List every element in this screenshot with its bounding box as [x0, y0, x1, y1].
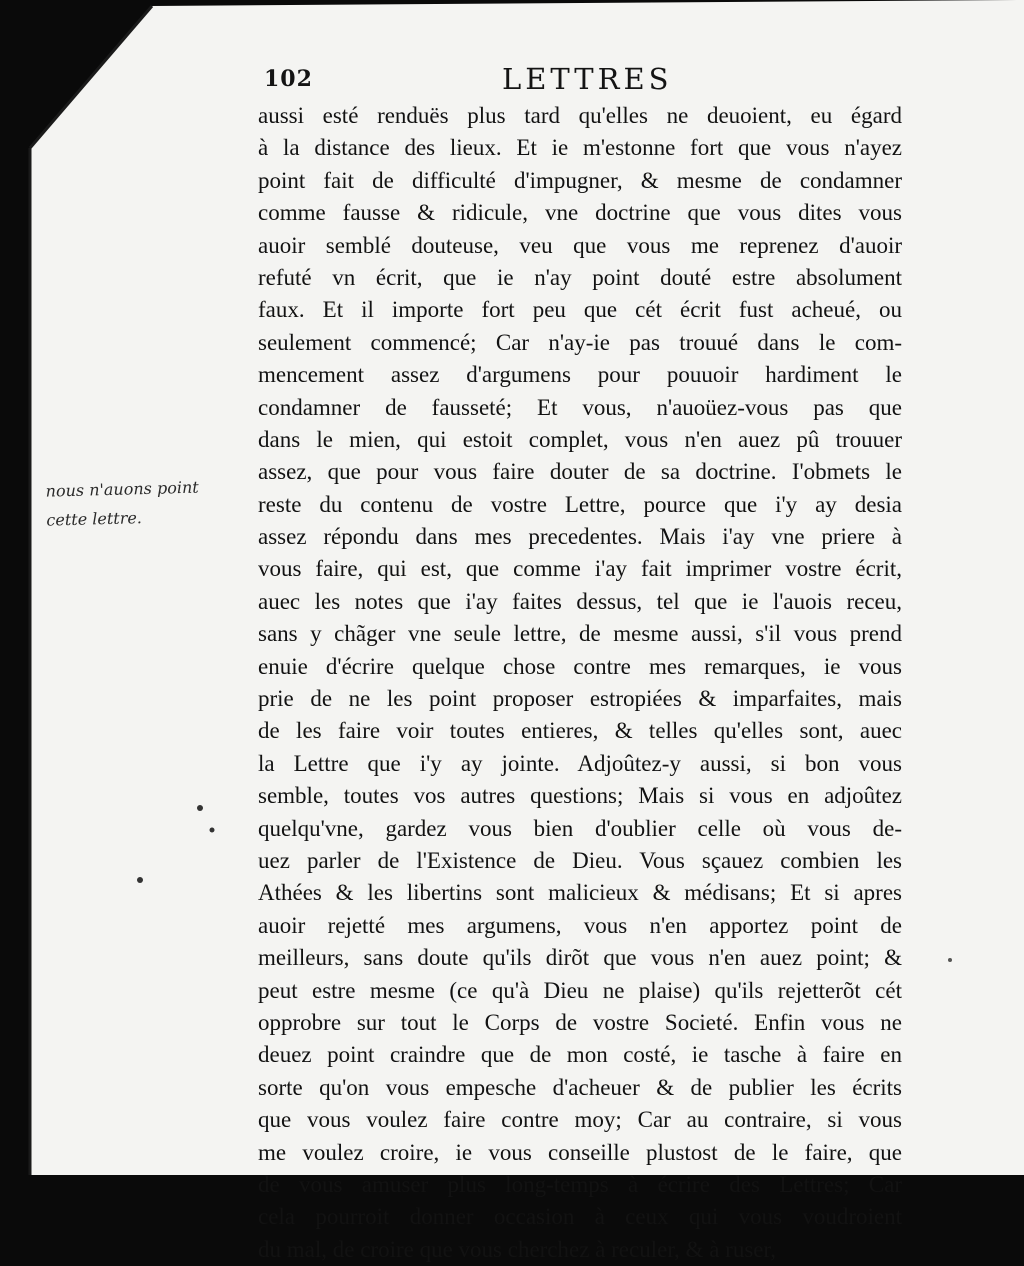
text-line: faux. Et il importe fort peu que cét écrit fust acheué, ou	[258, 297, 902, 323]
text-line: mencement assez d'argumens pour pouuoir hardiment le	[258, 362, 902, 388]
text-line: à la distance des lieux. Et ie m'estonne fort que vous n'ayez	[258, 135, 902, 161]
running-title: LETTRES	[502, 62, 673, 96]
text-line: sorte qu'on vous empesche d'acheuer & de publier les écrits	[258, 1074, 902, 1100]
text-line: opprobre sur tout le Corps de vostre Societé. Enfin vous ne	[258, 1009, 902, 1035]
text-line: assez répondu dans mes precedentes. Mais i'ay vne priere à	[258, 524, 902, 550]
margin-note-line: cette lettre.	[46, 508, 143, 530]
page-number: 102	[264, 66, 313, 92]
text-line: assez, que pour vous faire douter de sa doctrine. I'obmets le	[258, 459, 902, 485]
text-line: la Lettre que i'y ay jointe. Adjoûtez-y aussi, si bon vous	[258, 750, 902, 776]
text-line: prie de ne les point proposer estropiées & imparfaites, mais	[258, 686, 902, 712]
text-line: cela pourroit donner occasion à ceux qui vous voudroient	[258, 1204, 902, 1230]
text-line: auec les notes que i'ay faites dessus, tel que ie l'auois receu,	[258, 588, 902, 614]
text-line: peut estre mesme (ce qu'à Dieu ne plaise) qu'ils rejetterõt cét	[258, 977, 902, 1003]
text-line: refuté vn écrit, que ie n'ay point douté estre absolument	[258, 264, 902, 290]
text-line: semble, toutes vos autres questions; Mais si vous en adjoûtez	[258, 783, 902, 809]
text-line: de vous amuser plus long-temps à écrire des Lettres; Car	[258, 1171, 902, 1197]
handwritten-margin-note	[45, 471, 246, 534]
text-line: seulement commencé; Car n'ay-ie pas trouué dans le com-	[258, 329, 902, 355]
page-header	[262, 62, 902, 96]
margin-note-line: nous n'auons point	[45, 477, 199, 501]
text-line: Athées & les libertins sont malicieux & médisans; Et si apres	[258, 880, 902, 906]
text-line: auoir rejetté mes argumens, vous n'en apportez point de	[258, 912, 902, 938]
text-line: comme fausse & ridicule, vne doctrine que vous dites vous	[258, 200, 902, 226]
text-line: auoir semblé douteuse, veu que vous me reprenez d'auoir	[258, 232, 902, 258]
text-line: du mal, de croire que vous cherchez à reculer, & à ruser,	[258, 1236, 776, 1262]
text-line: meilleurs, sans doute qu'ils dirõt que vous n'en auez point; &	[258, 945, 902, 971]
text-line: me voulez croire, ie vous conseille plustost de le faire, que	[258, 1139, 902, 1165]
text-line: condamner de fausseté; Et vous, n'auoüez-vous pas que	[258, 394, 902, 420]
text-line: point fait de difficulté d'impugner, & mesme de condamner	[258, 167, 902, 193]
text-line: deuez point craindre que de mon costé, ie tasche à faire en	[258, 1042, 902, 1068]
text-line: quelqu'vne, gardez vous bien d'oublier celle où vous de-	[258, 815, 902, 841]
text-line: aussi esté renduës plus tard qu'elles ne deuoient, eu égard	[258, 103, 902, 128]
text-line: de les faire voir toutes entieres, & telles qu'elles sont, auec	[258, 718, 902, 744]
text-line: uez parler de l'Existence de Dieu. Vous sçauez combien les	[258, 847, 902, 873]
text-line: enuie d'écrire quelque chose contre mes remarques, ie vous	[258, 653, 902, 679]
text-line: dans le mien, qui estoit complet, vous n'en auez pû trouuer	[258, 426, 902, 452]
text-line: reste du contenu de vostre Lettre, pource que i'y ay desia	[258, 491, 902, 517]
body-text	[258, 100, 902, 1266]
text-line: que vous voulez faire contre moy; Car au contraire, si vous	[258, 1107, 902, 1133]
text-line: sans y chãger vne seule lettre, de mesme aussi, s'il vous prend	[258, 621, 902, 647]
text-line: vous faire, qui est, que comme i'ay fait imprimer vostre écrit,	[258, 556, 902, 582]
